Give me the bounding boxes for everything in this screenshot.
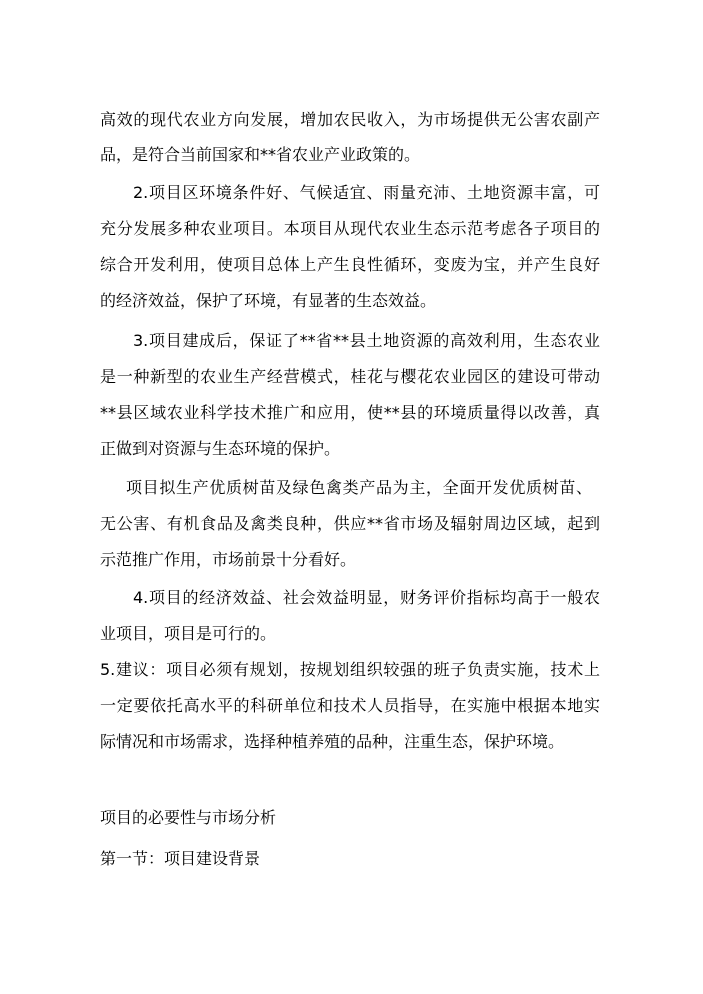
paragraph-line: 项目拟生产优质树苗及绿色禽类产品为主，全面开发优质树苗、 [126, 478, 592, 497]
paragraph-line: 的经济效益，保护了环境，有显著的生态效益。 [100, 291, 437, 310]
subsection-heading: 第一节：项目建设背景 [100, 849, 261, 868]
paragraph-line: 高效的现代农业方向发展，增加农民收入，为市场提供无公害农副产 [100, 110, 600, 129]
paragraph-line: 3.项目建成后，保证了**省**县土地资源的高效利用，生态农业 [133, 331, 600, 350]
paragraph-line: 品，是符合当前国家和**省农业产业政策的。 [100, 145, 421, 164]
paragraph-line: 示范推广作用，市场前景十分看好。 [100, 550, 357, 569]
paragraph-line: 际情况和市场需求，选择种植养殖的品种，注重生态，保护环境。 [100, 732, 565, 751]
paragraph-line: 正做到对资源与生态环境的保护。 [100, 439, 341, 458]
paragraph-line: 4.项目的经济效益、社会效益明显，财务评价指标均高于一般农 [133, 588, 600, 607]
paragraph-line: 业项目，项目是可行的。 [100, 624, 277, 643]
paragraph-line: 无公害、有机食品及禽类良种，供应**省市场及辐射周边区域，起到 [100, 514, 600, 533]
paragraph-line: **县区域农业科学技术推广和应用，使**县的环境质量得以改善，真 [100, 403, 600, 422]
paragraph-line: 是一种新型的农业生产经营模式，桂花与樱花农业园区的建设可带动 [100, 367, 600, 386]
section-heading: 项目的必要性与市场分析 [100, 808, 277, 827]
paragraph-line: 一定要依托高水平的科研单位和技术人员指导，在实施中根据本地实 [100, 696, 600, 715]
paragraph-line: 充分发展多种农业项目。本项目从现代农业生态示范考虑各子项目的 [100, 219, 600, 238]
paragraph-line: 2.项目区环境条件好、气候适宜、雨量充沛、土地资源丰富，可 [133, 183, 600, 202]
paragraph-line: 综合开发利用，使项目总体上产生良性循环，变废为宝，并产生良好 [100, 255, 600, 274]
paragraph-line: 5.建议：项目必须有规划，按规划组织较强的班子负责实施，技术上 [100, 660, 600, 679]
